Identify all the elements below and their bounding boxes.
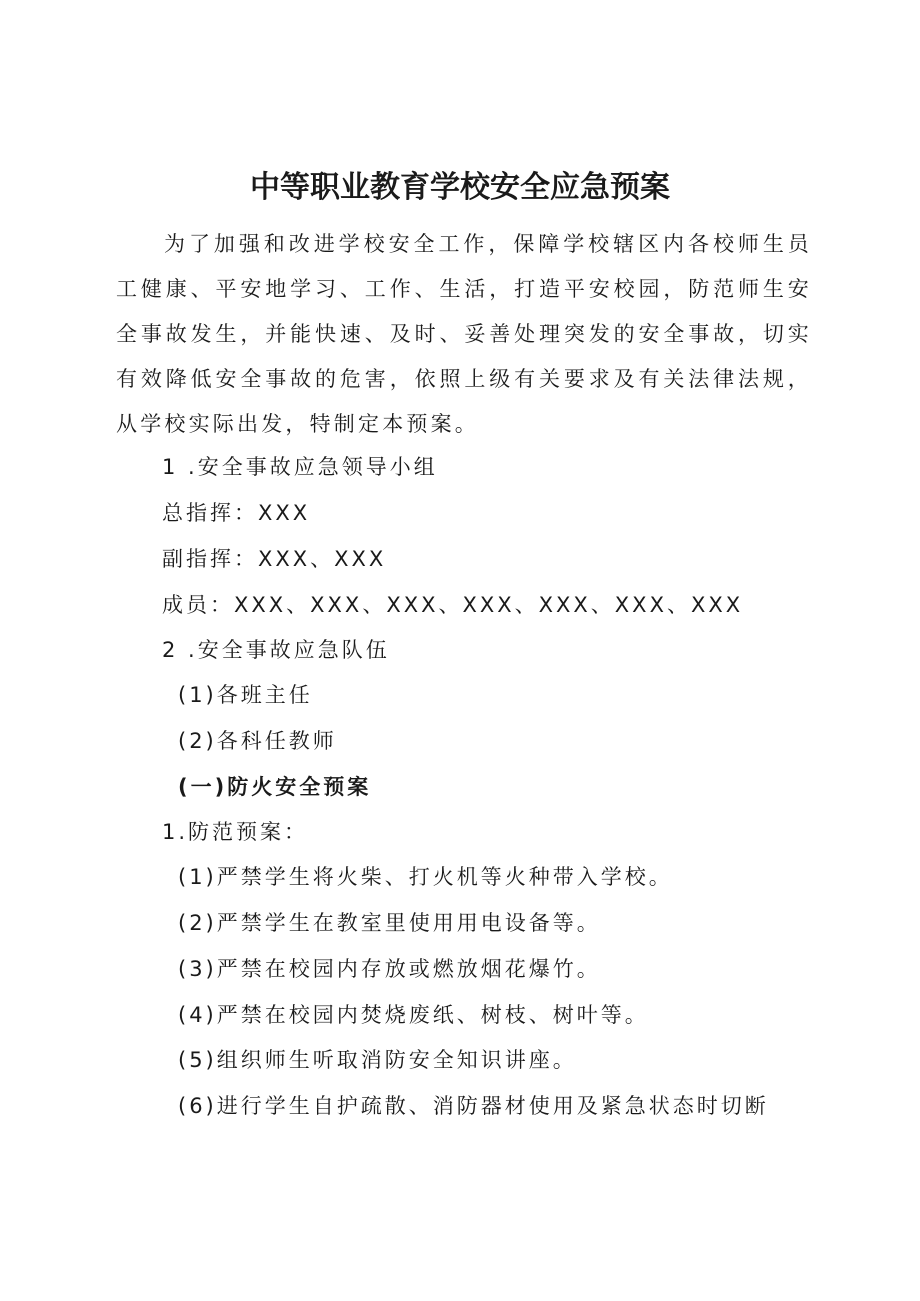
fire-safety-heading: (一)防火安全预案: [178, 775, 372, 799]
prevention-item: (5)组织师生听取消防安全知识讲座。: [178, 1048, 577, 1072]
team-item: (1)各班主任: [178, 683, 313, 707]
section-2-heading: 2 .安全事故应急队伍: [162, 638, 390, 662]
commander-line: 总指挥：XXX: [162, 501, 311, 525]
intro-paragraph: 为了加强和改进学校安全工作，保障学校辖区内各校师生员工健康、平安地学习、工作、生活，打造平安校园，防范师生安全事故发生，并能快速、及时、妥善处理突发的安全事故，切实有效降低安全事故的危害，依照上级有关要求及有关法律法规，从学校实际出发，特制定本预案。: [116, 232, 812, 436]
prevention-heading: 1.防范预案：: [162, 820, 309, 844]
members-line: 成员：XXX、XXX、XXX、XXX、XXX、XXX、XXX: [162, 593, 744, 617]
prevention-item: (6)进行学生自护疏散、消防器材使用及紧急状态时切断: [178, 1094, 769, 1118]
prevention-item: (1)严禁学生将火柴、打火机等火种带入学校。: [178, 865, 673, 889]
vice-commander-line: 副指挥：XXX、XXX: [162, 547, 387, 571]
document-title: 中等职业教育学校安全应急预案: [250, 170, 670, 205]
team-item: (2)各科任教师: [178, 729, 337, 753]
prevention-item: (3)严禁在校园内存放或燃放烟花爆竹。: [178, 957, 601, 981]
prevention-item: (2)严禁学生在教室里使用用电设备等。: [178, 911, 601, 935]
prevention-item: (4)严禁在校园内焚烧废纸、树枝、树叶等。: [178, 1003, 649, 1027]
section-1-heading: 1 .安全事故应急领导小组: [162, 455, 438, 479]
